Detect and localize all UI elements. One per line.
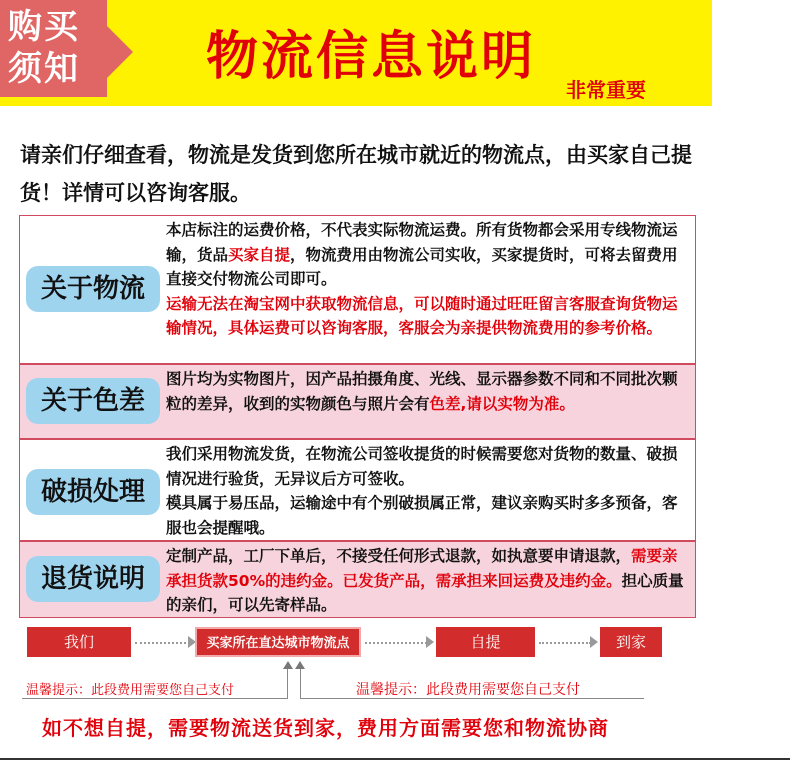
flow-connector xyxy=(365,642,427,646)
footer-note: 如不想自提，需要物流送货到家，费用方面需要您和物流协商 xyxy=(42,716,609,740)
arrow-right-icon xyxy=(590,636,598,648)
section-damage xyxy=(19,439,696,541)
badge-arrow-icon xyxy=(107,26,133,78)
text-part: ，物流费用由物流公司实收，买家提货时，可将去留费用直接交付物流公司即可。 xyxy=(166,245,678,288)
badge-line-1: 购买 xyxy=(8,7,80,47)
section-text-returns xyxy=(166,544,691,618)
header-banner xyxy=(0,0,712,106)
flow-connector xyxy=(539,642,591,646)
section-label-color: 关于色差 xyxy=(26,378,160,424)
flow-step-us: 我们 xyxy=(27,627,131,657)
flow-step-self-pickup: 自提 xyxy=(436,627,535,657)
highlight-text: 需要亲承担货款50%的违约金。已发货产品，需承担来回运费及违约金。 xyxy=(166,547,678,590)
badge-text xyxy=(8,6,100,90)
section-label-returns: 退货说明 xyxy=(26,556,160,602)
text-part: 本店标注的运费价格，不代表实际物流运费。所有货物都会采用专线物流运输，货品 xyxy=(166,221,678,264)
text-part: 我们采用物流发货，在物流公司签收提货的时候需要您对货物的数量、破损情况进行验货，无异议后方可签收。 xyxy=(166,445,678,488)
page-title: 物流信息说明 xyxy=(206,27,537,87)
section-logistics xyxy=(19,215,696,364)
section-text-damage xyxy=(166,442,691,540)
flow-connector xyxy=(135,642,190,646)
text-part: 定制产品，工厂下单后，不接受任何形式退款，如执意要申请退款， xyxy=(166,547,632,565)
section-text-color xyxy=(166,367,691,416)
notice-badge xyxy=(0,0,107,97)
section-label-damage: 破损处理 xyxy=(26,469,160,515)
text-part: 模具属于易压品，运输途中有个别破损属正常，建议亲购买时多多预备，客服也会提醒哦。 xyxy=(166,494,678,537)
text-part: 担心质量的亲们，可以先寄样品。 xyxy=(166,571,684,614)
bottom-divider xyxy=(0,758,790,760)
section-color-difference xyxy=(19,364,696,439)
tip-right: 温馨提示：此段费用需要您自己支付 xyxy=(356,682,580,698)
arrow-right-icon xyxy=(426,636,434,648)
section-label-logistics: 关于物流 xyxy=(26,266,160,312)
arrow-up-icon xyxy=(295,661,305,669)
intro-text: 请亲们仔细查看，物流是发货到您所在城市就近的物流点，由买家自己提货！详情可以咨询客服。 xyxy=(20,143,692,205)
badge-line-2: 须知 xyxy=(8,49,80,89)
highlight-text: 买家自提 xyxy=(228,245,291,264)
flow-step-pickup-point: 买家所在直达城市物流点 xyxy=(195,627,361,657)
section-text-logistics xyxy=(166,218,691,341)
arrow-up-icon xyxy=(283,661,293,669)
important-label: 非常重要 xyxy=(566,78,646,102)
section-returns xyxy=(19,541,696,618)
tip-left: 温馨提示：此段费用需要您自己支付 xyxy=(26,683,235,698)
highlight-text: 运输无法在淘宝网中获取物流信息，可以随时通过旺旺留言客服查询货物运输情况，具体运费可以咨询客服，客服会为亲提供物流费用的参考价格。 xyxy=(166,294,678,337)
text-part: 图片均为实物图片，因产品拍摄角度、光线、显示器参数不同和不同批次颗粒的差异，收到的实物颜色与照片会有 xyxy=(166,370,678,413)
flow-step-home: 到家 xyxy=(600,627,662,657)
highlight-text: 色差,请以实物为准。 xyxy=(429,394,575,413)
